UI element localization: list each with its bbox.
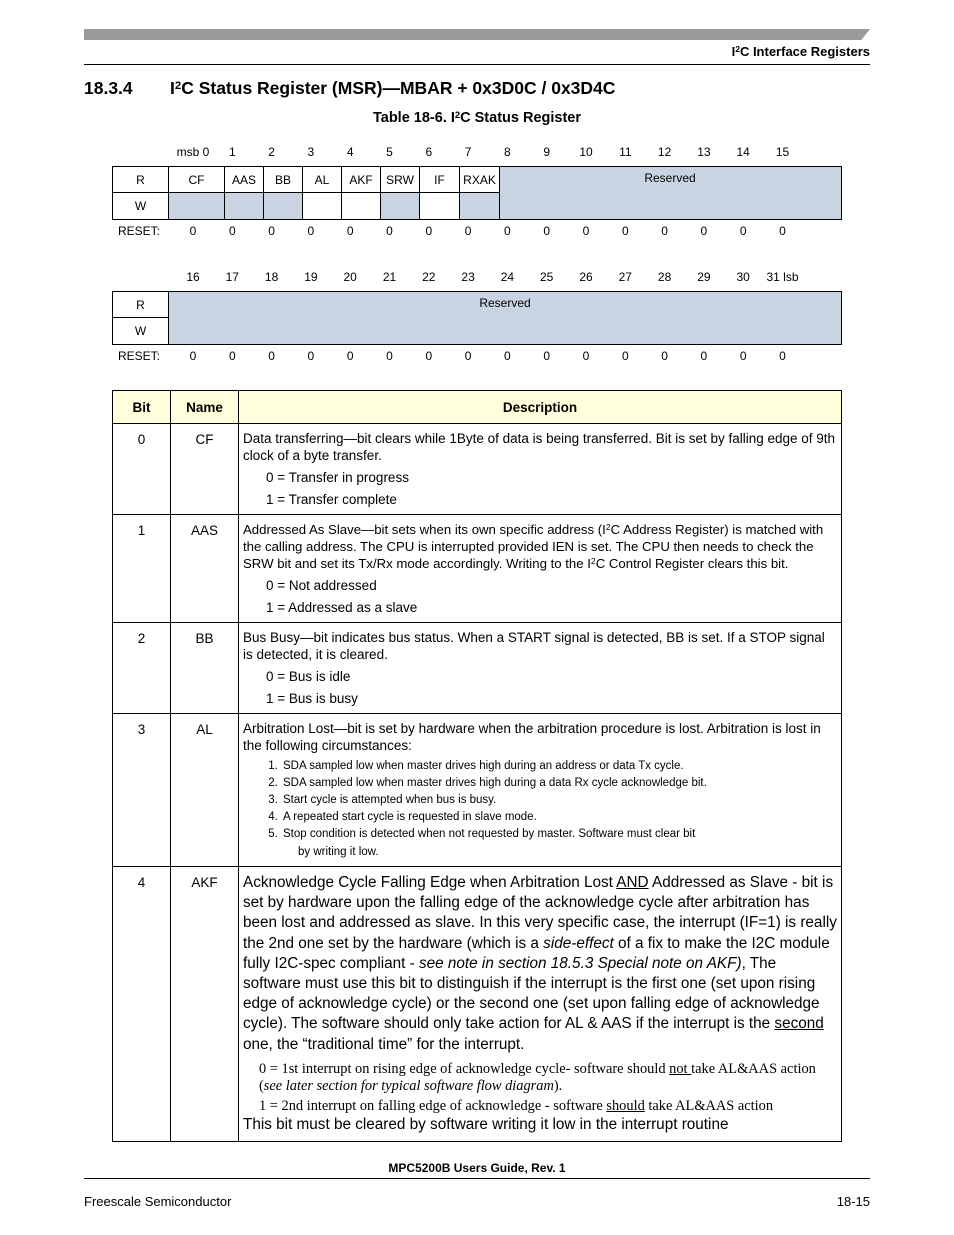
table-row — [113, 424, 842, 515]
bit-number: 14 — [736, 145, 750, 159]
row-label-w: W — [112, 317, 169, 345]
bit-number: 29 — [697, 270, 711, 284]
reset-value: 0 — [700, 224, 708, 238]
reset-value: 0 — [386, 349, 393, 363]
bit-number: msb 0 — [176, 145, 210, 159]
bit-number: 27 — [618, 270, 632, 284]
section-number: 18.3.4 — [84, 78, 133, 98]
reset-value: 0 — [228, 349, 236, 363]
field-al: AL — [302, 166, 342, 193]
bit-number: 31 lsb — [766, 270, 799, 284]
bit-number: 10 — [579, 145, 593, 159]
reset-value: 0 — [425, 224, 433, 238]
name-cell: AKF — [171, 867, 239, 1142]
row-label-r: R — [112, 291, 169, 318]
field-cf: CF — [168, 166, 225, 193]
reset-value: 0 — [504, 349, 511, 363]
reset-value: 0 — [504, 224, 511, 238]
field-srw: SRW — [380, 166, 420, 193]
bit-number: 6 — [425, 145, 433, 159]
reset-value: 0 — [779, 349, 786, 363]
bit-number: 1 — [228, 145, 236, 159]
bit-number: 12 — [657, 145, 672, 159]
bit-number: 3 — [307, 145, 315, 159]
bit-number: 26 — [579, 270, 593, 284]
bit-number: 7 — [464, 145, 472, 159]
bit-cell: 2 — [113, 623, 171, 714]
reset-value: 0 — [779, 224, 786, 238]
field-if-write — [419, 192, 460, 220]
name-cell: CF — [171, 424, 239, 515]
bit-number: 17 — [225, 270, 239, 284]
description-cell: Data transferring—bit clears while 1Byte of data is being transferred. Bit is set by falling edge of 9th clock of a byte transfer. 0 = Transfer in progress 1 = Transfer complete — [239, 424, 842, 515]
row-label-r: R — [112, 166, 169, 193]
reset-value: 0 — [189, 349, 197, 363]
list-item: 1. SDA sampled low when master drives high during an address or data Tx cycle. — [281, 758, 837, 775]
col-header-description: Description — [239, 391, 842, 424]
reserved-field: Reserved — [498, 166, 842, 220]
reset-value: 0 — [386, 224, 393, 238]
table-row — [113, 515, 842, 623]
bit-number: 2 — [268, 145, 275, 159]
list-item: 3. Start cycle is attempted when bus is busy. — [281, 792, 837, 809]
reset-value: 0 — [621, 224, 629, 238]
bit-number: 5 — [386, 145, 393, 159]
field-srw-write — [380, 192, 420, 220]
reset-label: RESET: — [118, 224, 161, 238]
name-cell: AL — [171, 714, 239, 867]
field-aas-write — [224, 192, 264, 220]
bit-number: 22 — [422, 270, 436, 284]
reset-value: 0 — [582, 224, 590, 238]
bit-number: 18 — [264, 270, 279, 284]
reset-value: 0 — [346, 224, 354, 238]
table-header-row — [113, 391, 842, 424]
list-item: 2. SDA sampled low when master drives high during a data Rx cycle acknowledge bit. — [281, 775, 837, 792]
bit-cell: 1 — [113, 515, 171, 623]
reset-value: 0 — [700, 349, 708, 363]
row-label-w: W — [112, 192, 169, 220]
footer-page-number: 18-15 — [836, 1194, 870, 1209]
bit-number: 28 — [657, 270, 672, 284]
reset-value: 0 — [307, 224, 315, 238]
col-header-name: Name — [171, 391, 239, 424]
description-cell: Arbitration Lost—bit is set by hardware when the arbitration procedure is lost. Arbitration is lost in the following circumstances: 1. SDA sampled low when master drives high during an address or data Tx cycle. 2. SDA sampled low when master drives high during a data Rx cycle acknowledge bit. 3. Start cycle is attempted when bus is busy. 4. A repeated start cycle is requested in slave mode. 5. Stop condition is detected when not requested by master. Software must clear bit by writing it low. — [239, 714, 842, 867]
bit-number: 8 — [504, 145, 511, 159]
header-rule — [84, 64, 870, 65]
bit-number: 19 — [304, 270, 318, 284]
reset-value: 0 — [739, 349, 747, 363]
bit-number: 15 — [775, 145, 790, 159]
field-bb-write — [263, 192, 303, 220]
reset-value: 0 — [739, 224, 747, 238]
reset-value: 0 — [307, 349, 315, 363]
running-header: $I^2C$ Interface Registers — [731, 44, 870, 59]
footer-doc-title: MPC5200B Users Guide, Rev. 1 — [388, 1161, 566, 1175]
reset-value: 0 — [425, 349, 433, 363]
reset-value: 0 — [268, 224, 275, 238]
col-header-bit: Bit — [113, 391, 171, 424]
bit-cell: 3 — [113, 714, 171, 867]
field-bb: BB — [263, 166, 303, 193]
bit-number: 24 — [500, 270, 515, 284]
footer-company: Freescale Semiconductor — [84, 1194, 232, 1209]
field-rxak-write — [459, 192, 500, 220]
bit-number: 21 — [382, 270, 397, 284]
table-row — [113, 714, 842, 867]
register-diagram-bottom — [112, 291, 842, 345]
table-row — [113, 623, 842, 714]
name-cell: AAS — [171, 515, 239, 623]
bit-number: 9 — [543, 145, 551, 159]
bit-number: 20 — [343, 270, 357, 284]
table-row — [113, 867, 842, 1142]
field-rxak: RXAK — [459, 166, 500, 193]
reset-value: 0 — [661, 349, 668, 363]
field-aas: AAS — [224, 166, 264, 193]
footer-rule — [84, 1178, 870, 1179]
field-description-table — [112, 390, 842, 1142]
bit-number: 13 — [697, 145, 711, 159]
field-akf: AKF — [341, 166, 381, 193]
reset-label: RESET: — [118, 349, 161, 363]
field-cf-write — [168, 192, 225, 220]
reset-value: 0 — [582, 349, 590, 363]
field-if: IF — [419, 166, 460, 193]
bit-number: 23 — [461, 270, 475, 284]
reset-value: 0 — [189, 224, 197, 238]
reset-value: 0 — [621, 349, 629, 363]
bit-number: 30 — [736, 270, 750, 284]
bit-number: 11 — [619, 145, 632, 159]
reset-value: 0 — [543, 349, 551, 363]
register-diagram-top — [112, 166, 842, 220]
list-item: 5. Stop condition is detected when not requested by master. Software must clear bit — [281, 826, 837, 843]
name-cell: BB — [171, 623, 239, 714]
bit-number: 4 — [346, 145, 354, 159]
description-cell: Acknowledge Cycle Falling Edge when Arbitration Lost AND Addressed as Slave - bit is set by hardware upon the falling edge of the acknowledge cycle after arbitration has been lost and addressed as slave. In this very specific case, the interrupt (IF=1) is really the 2nd one set by the hardware (which is a side-effect of a fix to make the I2C module fully I2C-spec compliant - see note in section 18.5.3 Special note on AKF), The software must use this bit to distinguish if the interrupt is the first one (set upon rising edge of acknowledge cycle) or the second one (set upon falling edge of acknowledge cycle). The software should only take action for AL & AAS if the interrupt is the second one, the “traditional time” for the interrupt. 0 = 1st interrupt on rising edge of acknowledge cycle- software should not take AL&AAS action (see later section for typical software flow diagram). 1 = 2nd interrupt on falling edge of acknowledge - software should take AL&AAS action This bit must be cleared by software writing it low in the interrupt routine — [239, 867, 842, 1142]
arbitration-loss-list — [243, 758, 837, 843]
reset-value: 0 — [228, 224, 236, 238]
reset-value: 0 — [464, 224, 472, 238]
field-akf-write — [341, 192, 381, 220]
bit-number: 16 — [186, 270, 200, 284]
reserved-field: Reserved — [168, 291, 842, 345]
bit-cell: 4 — [113, 867, 171, 1142]
header-bar — [84, 29, 870, 40]
table-caption: Table 18-6. $I^2C$ Status Register — [372, 108, 582, 126]
field-al-write — [302, 192, 342, 220]
bit-cell: 0 — [113, 424, 171, 515]
reset-value: 0 — [346, 349, 354, 363]
list-item: 4. A repeated start cycle is requested in slave mode. — [281, 809, 837, 826]
section-heading: 18.3.4 $I^2C$ Status Register (MSR)—MBAR + 0x3D0C / 0x3D4C — [84, 78, 616, 98]
description-cell: Bus Busy—bit indicates bus status. When a START signal is detected, BB is set. If a STOP signal is detected, it is cleared. 0 = Bus is idle 1 = Bus is busy — [239, 623, 842, 714]
reset-value: 0 — [543, 224, 551, 238]
bit-number: 25 — [540, 270, 554, 284]
reset-value: 0 — [661, 224, 668, 238]
reset-value: 0 — [464, 349, 472, 363]
reset-value: 0 — [268, 349, 275, 363]
description-cell: Addressed As Slave—bit sets when its own specific address ($I^2C$ Address Register) is matched with the calling address. The CPU is interrupted provided IEN is set. The CPU then needs to check the SRW bit and set its Tx/Rx mode accordingly. Writing to the $I^2C$ Control Register clears this bit. 0 = Not addressed 1 = Addressed as a slave — [239, 515, 842, 623]
